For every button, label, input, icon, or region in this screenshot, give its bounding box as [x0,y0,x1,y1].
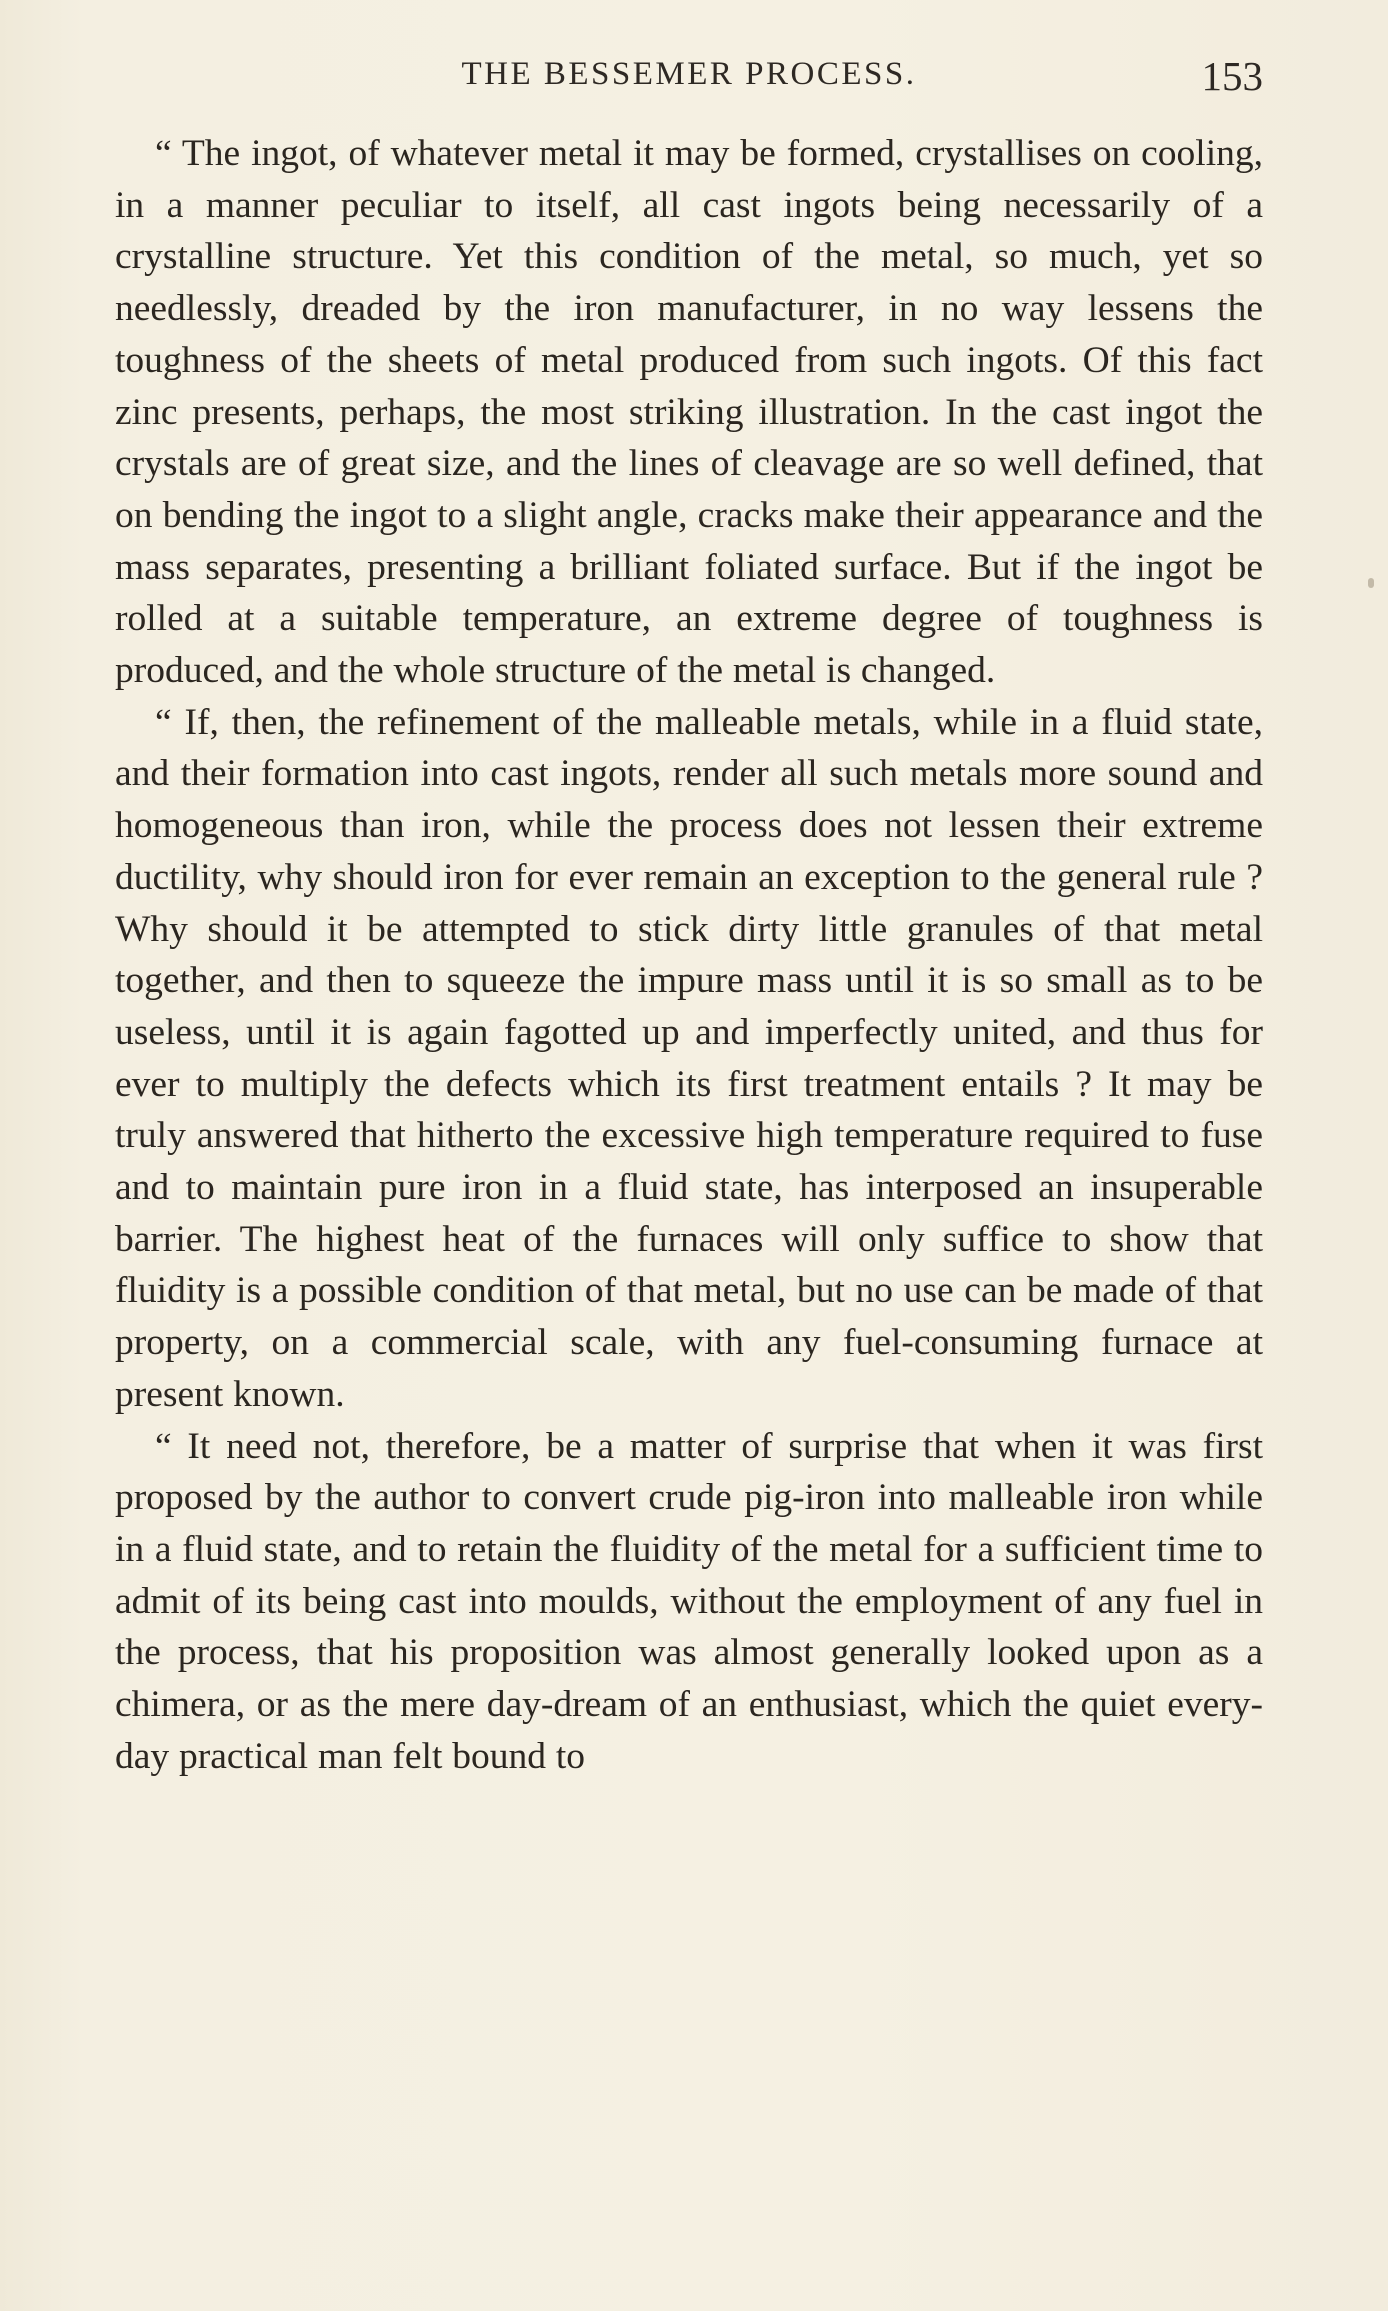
paragraph-refinement-of-metals: “ If, then, the refinement of the malleable metals, while in a fluid state, and their formation into cast ingots, render all such metals more sound and homogeneous than iron, while the process does not lessen their extreme ductility, why should iron for ever remain an exception to the general rule ? Why should it be attempted to stick dirty little granules of that metal together, and then to squeeze the impure mass until it is so small as to be useless, until it is again fagotted up and imperfectly united, and thus for ever to multiply the defects which its first treatment entails ? It may be truly answered that hitherto the excessive high temperature required to fuse and to maintain pure iron in a fluid state, has interposed an insuperable barrier. The highest heat of the furnaces will only suffice to show that fluidity is a possible condition of that metal, but no use can be made of that property, on a commercial scale, with any fuel-consuming furnace at present known. [115,701,1263,1415]
running-title: THE BESSEMER PROCESS. [461,56,917,92]
running-head [115,48,1263,108]
paper-speck [1368,578,1374,588]
body-text [115,128,1263,1783]
paragraph-author-proposal: “ It need not, therefore, be a matter of surprise that when it was first proposed by the author to convert crude pig-iron into malleable iron while in a fluid state, and to retain the fluidity of the metal for a sufficient time to admit of its being cast into moulds, without the employment of any fuel in the process, that his proposition was almost generally looked upon as a chimera, or as the mere day-dream of an enthusiast, which the quiet every-day practical man felt bound to [115,1425,1263,1777]
page-number: 153 [1201,53,1263,99]
paragraph-ingot-crystallisation: “ The ingot, of whatever metal it may be formed, crystallises on cooling, in a manner peculiar to itself, all cast ingots being necessarily of a crystalline structure. Yet this condition of the metal, so much, yet so needlessly, dreaded by the iron manufacturer, in no way lessens the toughness of the sheets of metal produced from such ingots. Of this fact zinc presents, perhaps, the most striking illustration. In the cast ingot the crystals are of great size, and the lines of cleavage are so well defined, that on bending the ingot to a slight angle, cracks make their appearance and the mass separates, presenting a brilliant foliated surface. But if the ingot be rolled at a suitable temperature, an extreme degree of toughness is produced, and the whole structure of the metal is changed. [115,133,1263,692]
